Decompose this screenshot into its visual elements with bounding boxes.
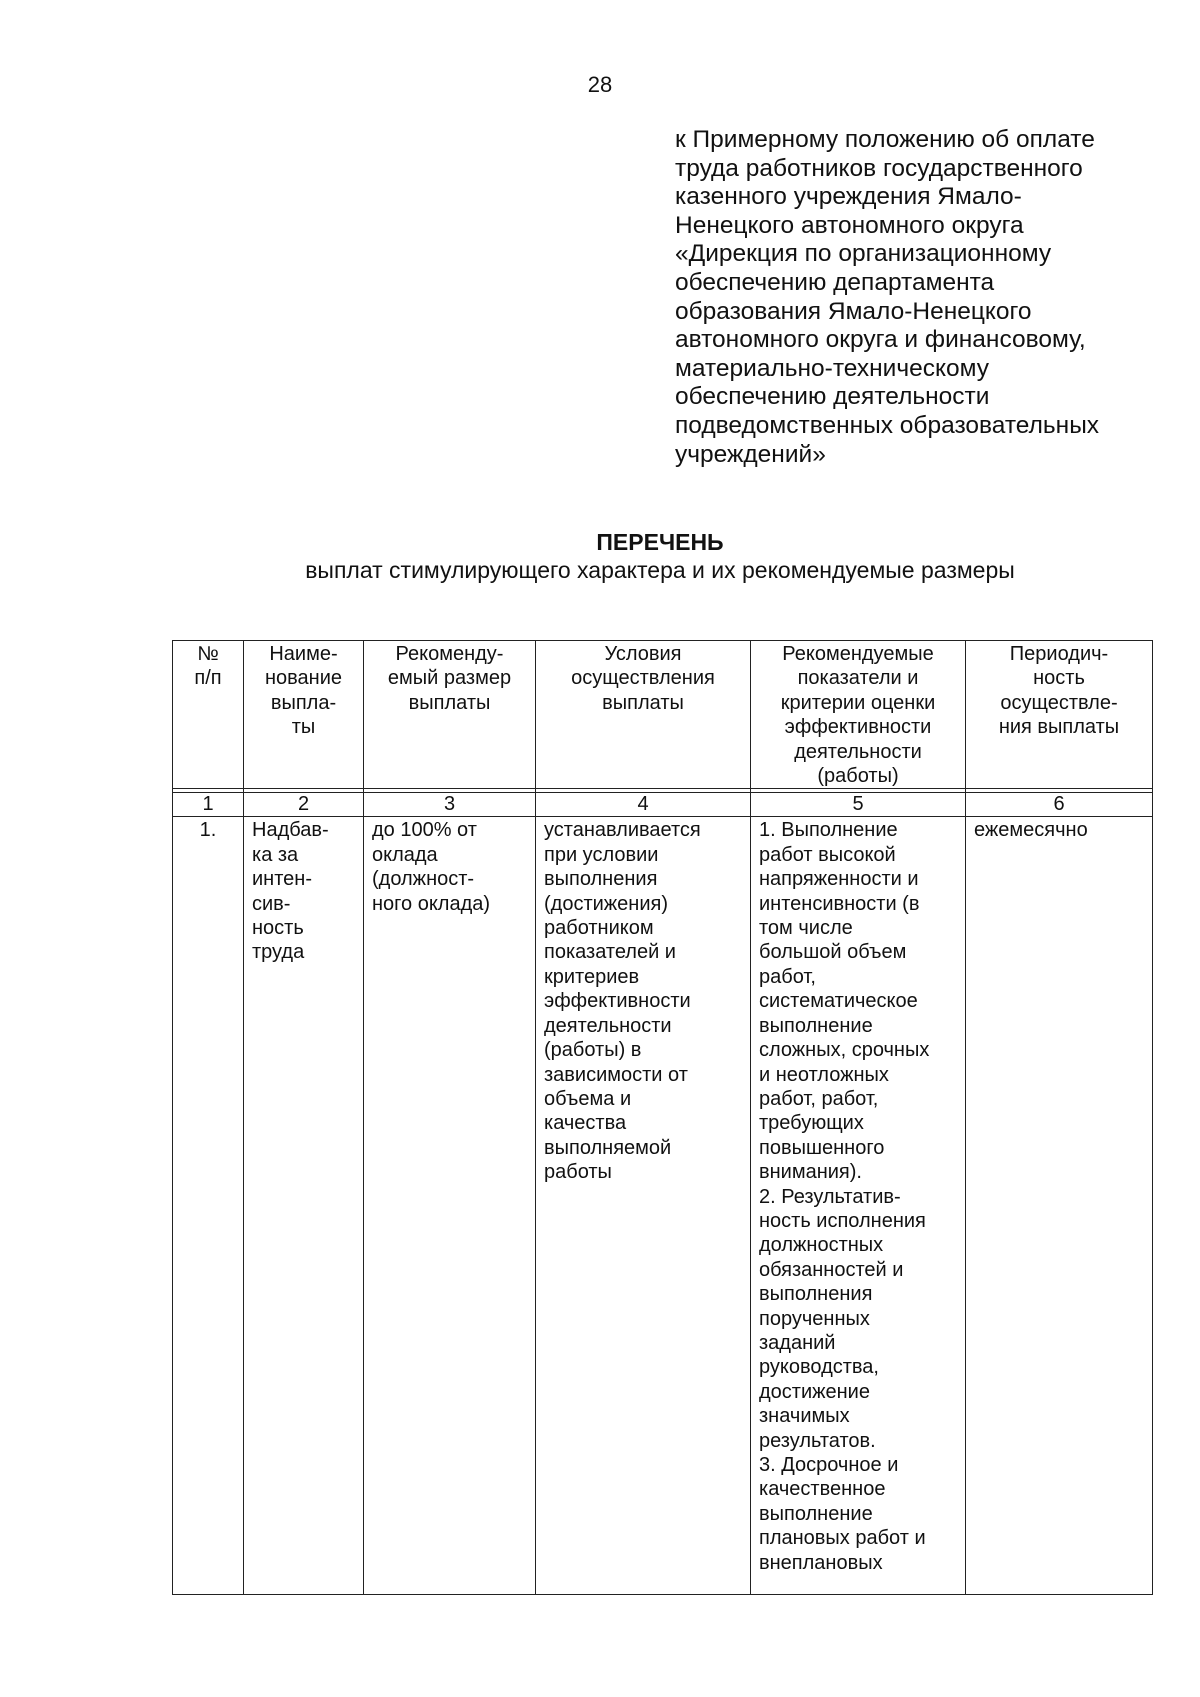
cell-text-line: объема и <box>544 1087 632 1110</box>
cell-text-line: эффективности <box>544 990 691 1013</box>
cell-payment-name <box>244 817 364 1595</box>
appendix-line: учреждений» <box>675 440 826 468</box>
column-number-cell: 3 <box>364 793 536 817</box>
cell-text-line: внеплановых <box>759 1551 883 1574</box>
appendix-line: труда работников государственного <box>675 154 1083 182</box>
cell-text-line: 1. <box>199 819 217 842</box>
cell-text-line: Наиме- <box>269 643 338 665</box>
cell-text-line: ного оклада) <box>372 892 491 915</box>
cell-text-line: осуществле- <box>1000 691 1118 714</box>
document-subtitle: выплат стимулирующего характера и их рекомендуемые размеры <box>305 557 1015 583</box>
cell-text-line: 3. Досрочное и <box>759 1454 899 1476</box>
cell-text-line: интенсивности (в <box>759 892 920 915</box>
appendix-line: автономного округа и финансовому, <box>675 326 1086 354</box>
cell-text-line: сив- <box>252 892 291 915</box>
cell-text-line: Надбав- <box>252 819 329 842</box>
cell-text-line: (работы) в <box>544 1039 642 1062</box>
cell-text-line: работ, работ, <box>759 1087 879 1110</box>
header-cell-periodicity <box>966 641 1153 789</box>
cell-text-line: достижение <box>759 1380 870 1403</box>
cell-payment-criteria <box>751 817 966 1595</box>
cell-text-line: № <box>197 643 219 665</box>
cell-text-line: ность <box>1033 667 1085 690</box>
cell-text-line: деятельности <box>544 1014 672 1037</box>
header-cell-criteria <box>751 641 966 789</box>
payments-table <box>172 640 1153 1595</box>
cell-text-line: напряженности и <box>759 868 919 891</box>
cell-text-line: и неотложных <box>759 1063 889 1086</box>
cell-text-line: выполнение <box>759 1014 873 1037</box>
appendix-reference <box>675 126 1175 469</box>
cell-number <box>173 817 244 1595</box>
cell-text-line: показателей и <box>544 941 676 964</box>
cell-text-line: деятельности <box>794 740 922 763</box>
cell-text-line: качественное <box>759 1478 886 1501</box>
appendix-line: материально-техническому <box>675 354 989 382</box>
cell-text-line: 1. Выполнение <box>759 819 898 842</box>
cell-payment-size <box>364 817 536 1595</box>
cell-text-line: до 100% от <box>372 819 477 842</box>
appendix-line: Ненецкого автономного округа <box>675 211 1024 239</box>
cell-text-line: качества <box>544 1112 627 1135</box>
cell-text-line: работ высокой <box>759 843 896 866</box>
cell-text-line: должностных <box>759 1234 884 1257</box>
cell-text-line: руководства, <box>759 1356 879 1379</box>
cell-text-line: при условии <box>544 843 659 866</box>
cell-text-line: Периодич- <box>1009 643 1109 665</box>
cell-text-line: большой объем <box>759 941 907 964</box>
cell-payment-periodicity <box>966 817 1153 1595</box>
cell-text-line: выплаты <box>408 691 491 714</box>
cell-text-line: (должност- <box>372 868 475 891</box>
cell-text-line: зависимости от <box>544 1063 688 1086</box>
header-cell-number <box>173 641 244 789</box>
column-number-cell: 2 <box>244 793 364 817</box>
appendix-line: «Дирекция по организационному <box>675 240 1052 268</box>
appendix-line: обеспечению департамента <box>675 268 995 296</box>
cell-text-line: порученных <box>759 1307 870 1330</box>
column-number-cell: 4 <box>536 793 751 817</box>
cell-text-line: значимых <box>759 1405 850 1428</box>
cell-text-line: работником <box>544 917 654 940</box>
cell-text-line: сложных, срочных <box>759 1039 930 1062</box>
cell-text-line: результатов. <box>759 1429 876 1452</box>
appendix-line: обеспечению деятельности <box>675 383 990 411</box>
table-column-number-row <box>173 793 1153 817</box>
header-cell-name <box>244 641 364 789</box>
cell-text-line: труда <box>252 941 305 964</box>
table-header-row <box>173 641 1153 789</box>
column-number-cell: 1 <box>173 793 244 817</box>
cell-text-line: (достижения) <box>544 892 668 915</box>
cell-text-line: устанавливается <box>544 819 701 842</box>
cell-text-line: выполнения <box>544 868 658 891</box>
cell-text-line: требующих <box>759 1112 864 1135</box>
cell-text-line: емый размер <box>387 667 512 690</box>
cell-text-line: Рекоменду- <box>395 643 504 665</box>
cell-text-line: ность исполнения <box>759 1209 926 1232</box>
table-row <box>173 817 1153 1595</box>
cell-text-line: интен- <box>252 868 312 891</box>
cell-text-line: (работы) <box>817 765 899 788</box>
page-number: 28 <box>587 72 613 97</box>
cell-text-line: заданий <box>759 1331 836 1354</box>
cell-text-line: нование <box>264 667 343 690</box>
cell-text-line: осуществления <box>571 667 715 690</box>
cell-text-line: критериев <box>544 965 640 988</box>
cell-text-line: работы <box>544 1161 612 1184</box>
cell-text-line: ка за <box>252 843 299 866</box>
column-number-cell: 5 <box>751 793 966 817</box>
cell-text-line: выполнение <box>759 1502 873 1525</box>
cell-text-line: повышенного <box>759 1136 885 1159</box>
cell-text-line: п/п <box>194 667 222 690</box>
cell-text-line: плановых работ и <box>759 1527 926 1550</box>
appendix-line: образования Ямало-Ненецкого <box>675 297 1032 325</box>
cell-text-line: показатели и <box>797 667 919 690</box>
cell-text-line: оклада <box>372 843 438 866</box>
cell-text-line: 2. Результатив- <box>759 1185 901 1208</box>
appendix-line: к Примерному положению об оплате <box>675 126 1095 153</box>
cell-payment-conditions <box>536 817 751 1595</box>
appendix-line: подведомственных образовательных <box>675 411 1100 439</box>
header-cell-size <box>364 641 536 789</box>
document-title: ПЕРЕЧЕНЬ <box>596 529 724 555</box>
header-cell-conditions <box>536 641 751 789</box>
cell-text-line: критерии оценки <box>780 691 936 714</box>
cell-text-line: выплаты <box>602 691 684 714</box>
cell-text-line: выпла- <box>270 691 337 714</box>
cell-text-line: внимания). <box>759 1161 862 1184</box>
cell-text-line: ния выплаты <box>998 716 1120 739</box>
cell-text-line: ежемесячно <box>974 819 1088 842</box>
cell-text-line: ты <box>291 716 316 739</box>
appendix-line: казенного учреждения Ямало- <box>675 183 1022 211</box>
cell-text-line: ность <box>252 917 304 940</box>
cell-text-line: систематическое <box>759 990 918 1013</box>
cell-text-line: эффективности <box>784 716 932 739</box>
cell-text-line: обязанностей и <box>759 1258 904 1281</box>
cell-text-line: Рекомендуемые <box>782 643 934 665</box>
cell-text-line: выполнения <box>759 1283 873 1306</box>
column-number-cell: 6 <box>966 793 1153 817</box>
cell-text-line: работ, <box>759 965 816 988</box>
cell-text-line: выполняемой <box>544 1136 672 1159</box>
cell-text-line: Условия <box>604 643 682 665</box>
cell-text-line: том числе <box>759 917 853 940</box>
